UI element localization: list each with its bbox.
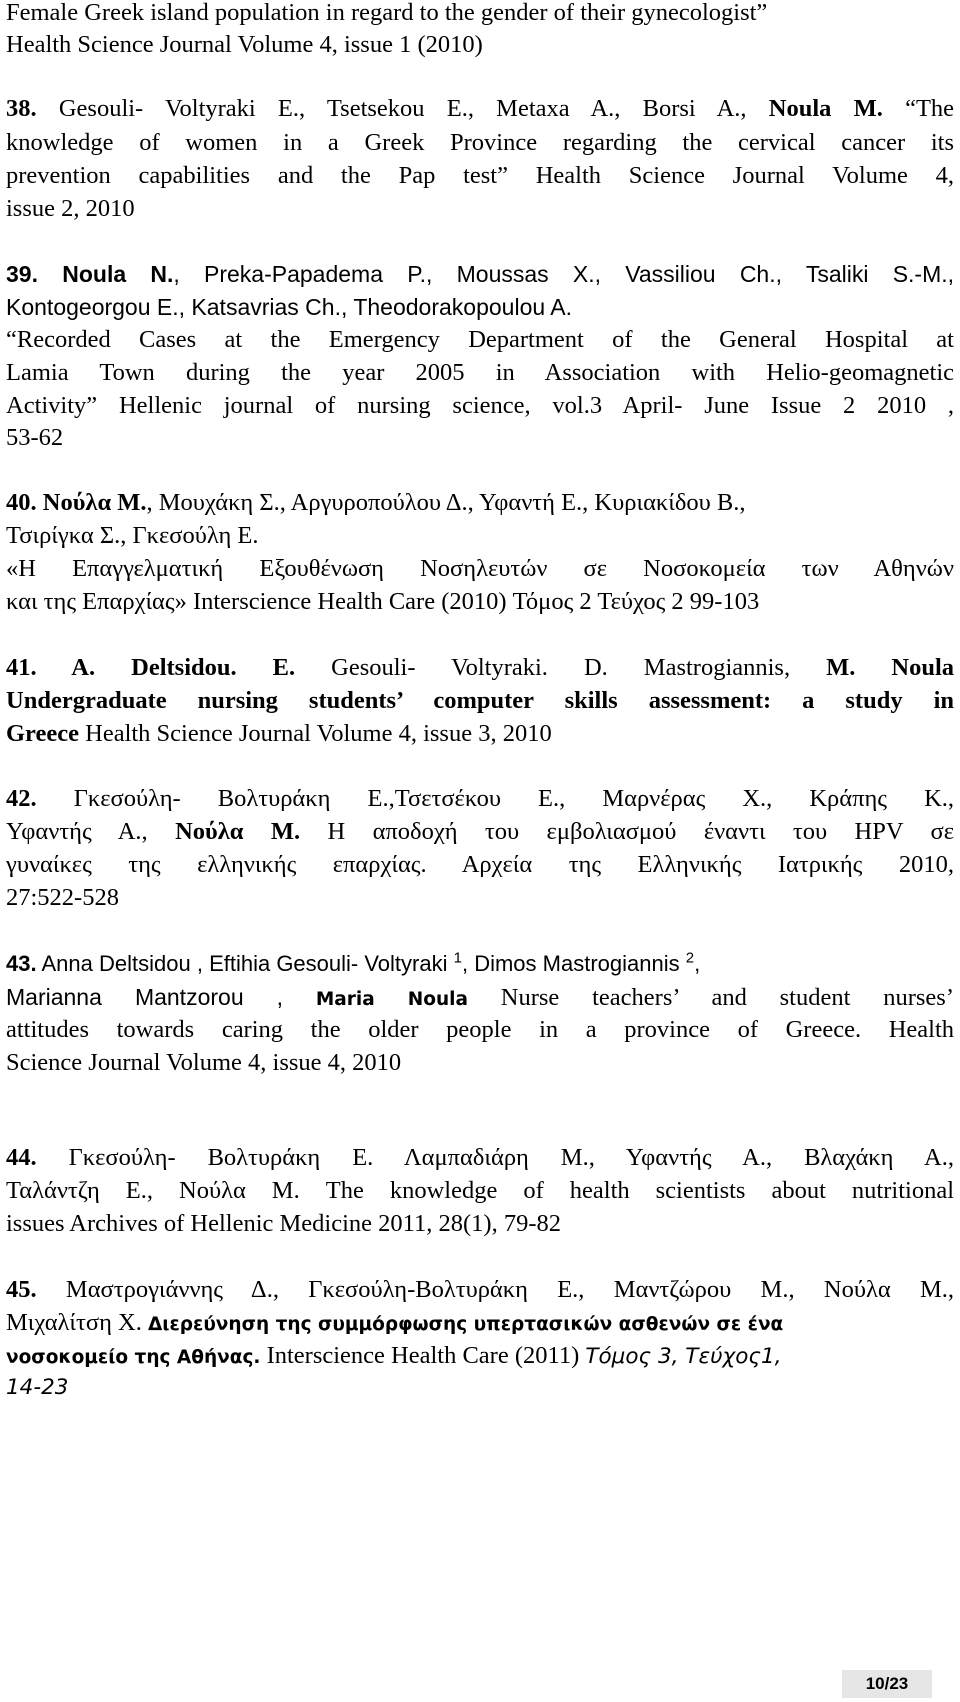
ref-authors: Gesouli- Voltyraki E., Tsetsekou E., Metaxa A., Borsi A., <box>58 95 747 122</box>
ref-author-highlight: Maria Noula <box>315 989 468 1010</box>
ref-title: νοσοκομείο της Αθήνας. <box>6 1347 261 1368</box>
ref-author: , Dimos Mastrogiannis <box>461 951 680 976</box>
text-line: Lamia Town during the year 2005 in Association with Helio-geomagnetic <box>6 359 954 386</box>
affiliation-marker: 1 <box>453 949 462 967</box>
text-line: Female Greek island population in regard to the gender of their gynecologist” <box>6 0 768 26</box>
ref-author: Marianna Mantzorou , <box>6 984 284 1010</box>
ref-number: 43. <box>6 951 37 976</box>
text-line: 27:522-528 <box>6 884 119 911</box>
ref-authors: Gesouli- Voltyraki. D. Mastrogiannis, <box>331 654 791 681</box>
ref-authors: , Preka-Papadema P., Moussas X., Vassiliou Ch., Tsaliki S.-M., <box>173 261 955 287</box>
ref-pages: 14-23 <box>6 1375 69 1400</box>
ref-author: Eftihia Gesouli- Voltyraki <box>209 951 448 976</box>
ref-title: Διερεύνηση της συμμόρφωσης υπερτασικών ασθενών σε ένα <box>147 1314 784 1335</box>
ref-journal: Health Science Journal Volume 4, issue 3, 2010 <box>85 720 552 747</box>
text-line: Activity” Hellenic journal of nursing science, vol.3 April- June Issue 2 2010 , <box>6 392 954 419</box>
ref-authors: Μαστρογιάννης Δ., Γκεσούλη-Βολτυράκη Ε., Μαντζώρου Μ., Νούλα Μ., <box>65 1276 954 1303</box>
affiliation-marker: 2 <box>685 949 695 967</box>
ref-number: 44. <box>6 1144 37 1171</box>
text-line: Health Science Journal Volume 4, issue 1 (2010) <box>6 31 483 58</box>
text-line: “Recorded Cases at the Emergency Department of the General Hospital at <box>6 326 954 353</box>
ref-authors: , Μουχάκη Σ., Αργυροπούλου Δ., Υφαντή Ε., Κυριακίδου Β., <box>146 489 746 516</box>
ref-author-highlight: Νούλα Μ. <box>42 489 147 516</box>
text-line: γυναίκες της ελληνικής επαρχίας. Αρχεία της Ελληνικής Ιατρικής 2010, <box>6 851 954 878</box>
ref-title: Η αποδοχή του εμβολιασμού έναντι του HPV σε <box>327 818 955 845</box>
ref-title: Nurse teachers’ and student nurses’ <box>500 984 954 1011</box>
ref-author-highlight: Noula N. <box>62 261 174 287</box>
text-line: 53-62 <box>6 424 64 451</box>
ref-number: 45. <box>6 1276 37 1303</box>
ref-author-highlight: Νούλα Μ. <box>175 818 301 845</box>
ref-number: 38. <box>6 95 37 122</box>
text-line: Ταλάντζη Ε., Νούλα Μ. The knowledge of health scientists about nutritional <box>6 1177 954 1204</box>
text-line: issue 2, 2010 <box>6 195 135 222</box>
ref-number: 39. <box>6 261 38 287</box>
ref-title: “The <box>905 95 955 122</box>
ref-journal: Interscience Health Care (2011) <box>266 1342 580 1369</box>
text-line: attitudes towards caring the older people in a province of Greece. Health <box>6 1016 954 1043</box>
ref-author: Anna Deltsidou , <box>41 951 203 976</box>
ref-authors: Γκεσούλη- Βολτυράκη Ε. Λαμπαδιάρη Μ., Υφαντής Α., Βλαχάκη Α., <box>68 1144 955 1171</box>
ref-title: Greece <box>6 720 79 747</box>
ref-number: 42. <box>6 785 37 812</box>
ref-authors: Μιχαλίτση Χ. <box>6 1309 142 1336</box>
text-line: «Η Επαγγελματική Εξουθένωση Νοσηλευτών σε Νοσοκομεία των Αθηνών <box>6 555 954 582</box>
ref-author-highlight: M. Noula <box>826 654 954 681</box>
ref-volume: Τόμος 3, Τεύχος1, <box>585 1344 782 1369</box>
ref-punctuation: , <box>694 951 701 976</box>
text-line: issues Archives of Hellenic Medicine 2011, 28(1), 79-82 <box>6 1210 561 1237</box>
ref-authors: Υφαντής Α., <box>6 818 148 845</box>
ref-authors: Kontogeorgou E., Katsavrias Ch., Theodorakopoulou A. <box>6 294 573 320</box>
ref-authors: Τσιρίγκα Σ., Γκεσούλη Ε. <box>6 522 259 549</box>
text-line: Science Journal Volume 4, issue 4, 2010 <box>6 1049 402 1076</box>
ref-author-highlight: Noula M. <box>768 95 883 122</box>
page-number: 10/23 <box>842 1670 932 1698</box>
ref-number: 40. <box>6 489 37 516</box>
text-line: και της Επαρχίας» Interscience Health Care (2010) Τόμος 2 Τεύχος 2 99-103 <box>6 588 760 615</box>
text-line: knowledge of women in a Greek Province regarding the cervical cancer its <box>6 129 954 156</box>
text-line: prevention capabilities and the Pap test” Health Science Journal Volume 4, <box>6 162 954 189</box>
ref-authors: Γκεσούλη- Βολτυράκη Ε.,Τσετσέκου Ε., Μαρνέρας Χ., Κράπης Κ., <box>73 785 955 812</box>
ref-title: Undergraduate nursing students’ computer skills assessment: a study in <box>6 687 954 714</box>
ref-number: 41. A. Deltsidou. E. <box>6 654 296 681</box>
